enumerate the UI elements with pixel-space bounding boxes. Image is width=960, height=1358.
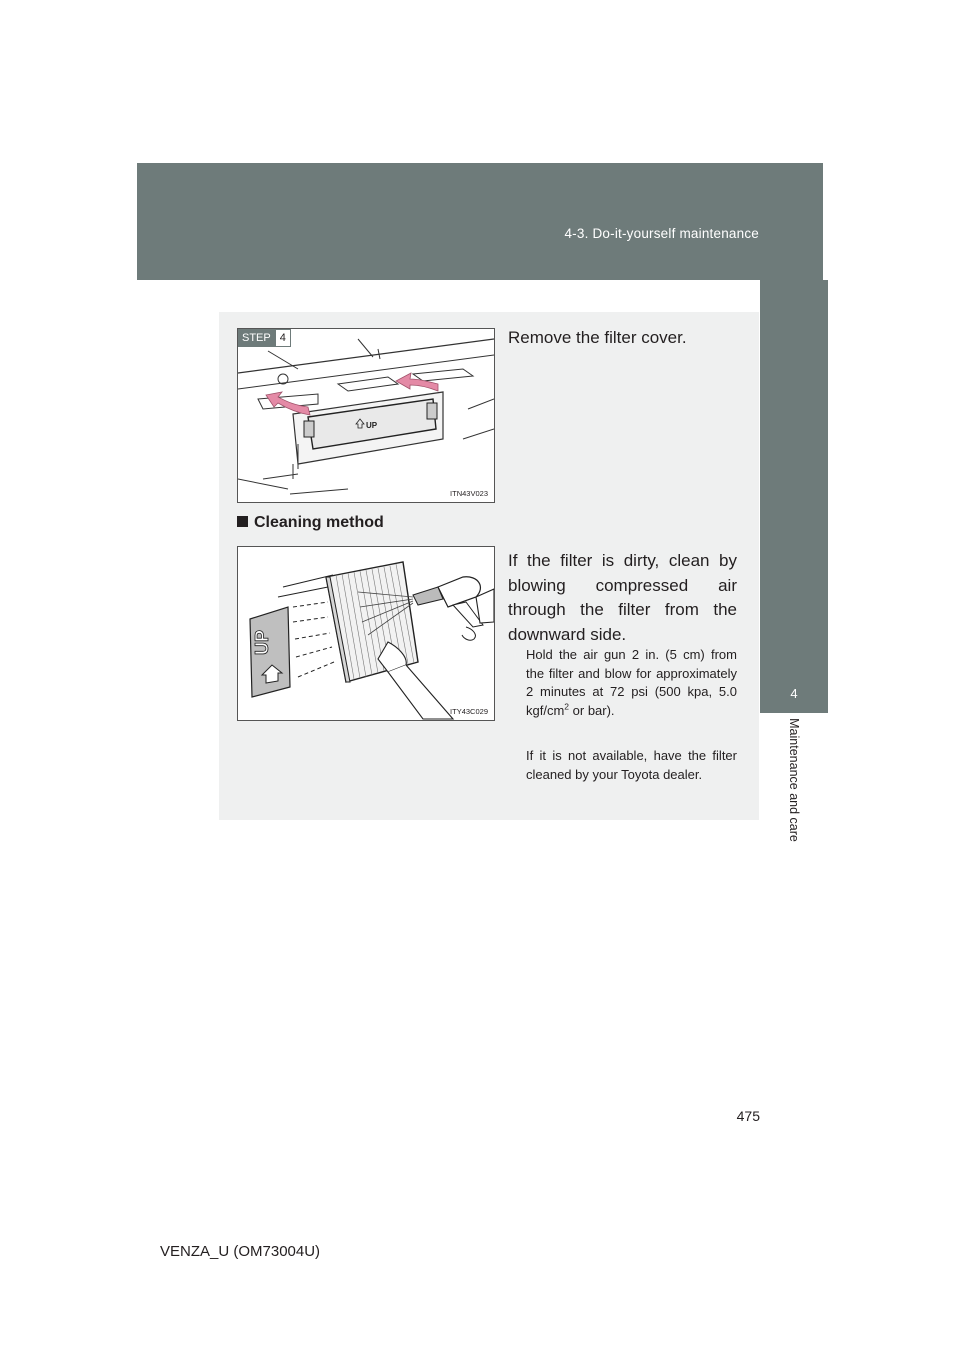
filter-cover-illustration bbox=[237, 328, 495, 503]
note-superscript: 2 bbox=[564, 701, 570, 712]
note-text-after: or bar). bbox=[569, 702, 615, 718]
up-label: UP bbox=[252, 629, 272, 655]
figure-code: ITN43V023 bbox=[450, 489, 488, 498]
chapter-tab bbox=[760, 280, 828, 713]
air-gun-drawing bbox=[238, 547, 494, 720]
cleaning-note-air-gun bbox=[526, 646, 737, 720]
cleaning-method-heading bbox=[237, 514, 384, 532]
section-title: 4-3. Do-it-yourself maintenance bbox=[564, 226, 759, 241]
note-text-before: Hold the air gun 2 in. (5 cm) from the filter and blow for approximately 2 minutes at 72 psi (500 kpa, 5.0 kgf/cm bbox=[526, 647, 737, 718]
chapter-number: 4 bbox=[790, 686, 798, 701]
cleaning-heading-text: Cleaning method bbox=[254, 514, 384, 531]
model-code: VENZA_U (OM73004U) bbox=[160, 1243, 321, 1260]
cleaning-instruction: If the filter is dirty, clean by blowing compressed air through the filter from the downward side. bbox=[508, 551, 737, 644]
section-header-band bbox=[137, 163, 823, 280]
air-gun-cleaning-illustration bbox=[237, 546, 495, 721]
step-badge-number: 4 bbox=[275, 329, 291, 347]
cover-up-label: UP bbox=[366, 421, 378, 430]
cleaning-note-dealer: If it is not available, have the filter cleaned by your Toyota dealer. bbox=[526, 748, 737, 782]
page-number: 475 bbox=[736, 1108, 760, 1124]
step-badge bbox=[238, 329, 291, 347]
square-bullet-icon bbox=[237, 516, 248, 527]
chapter-label: Maintenance and care bbox=[787, 718, 801, 842]
step-instruction: Remove the filter cover. bbox=[508, 328, 687, 347]
step-badge-label: STEP bbox=[238, 329, 275, 347]
filter-cover-drawing bbox=[238, 329, 494, 502]
figure-code: ITY43C029 bbox=[450, 707, 488, 716]
